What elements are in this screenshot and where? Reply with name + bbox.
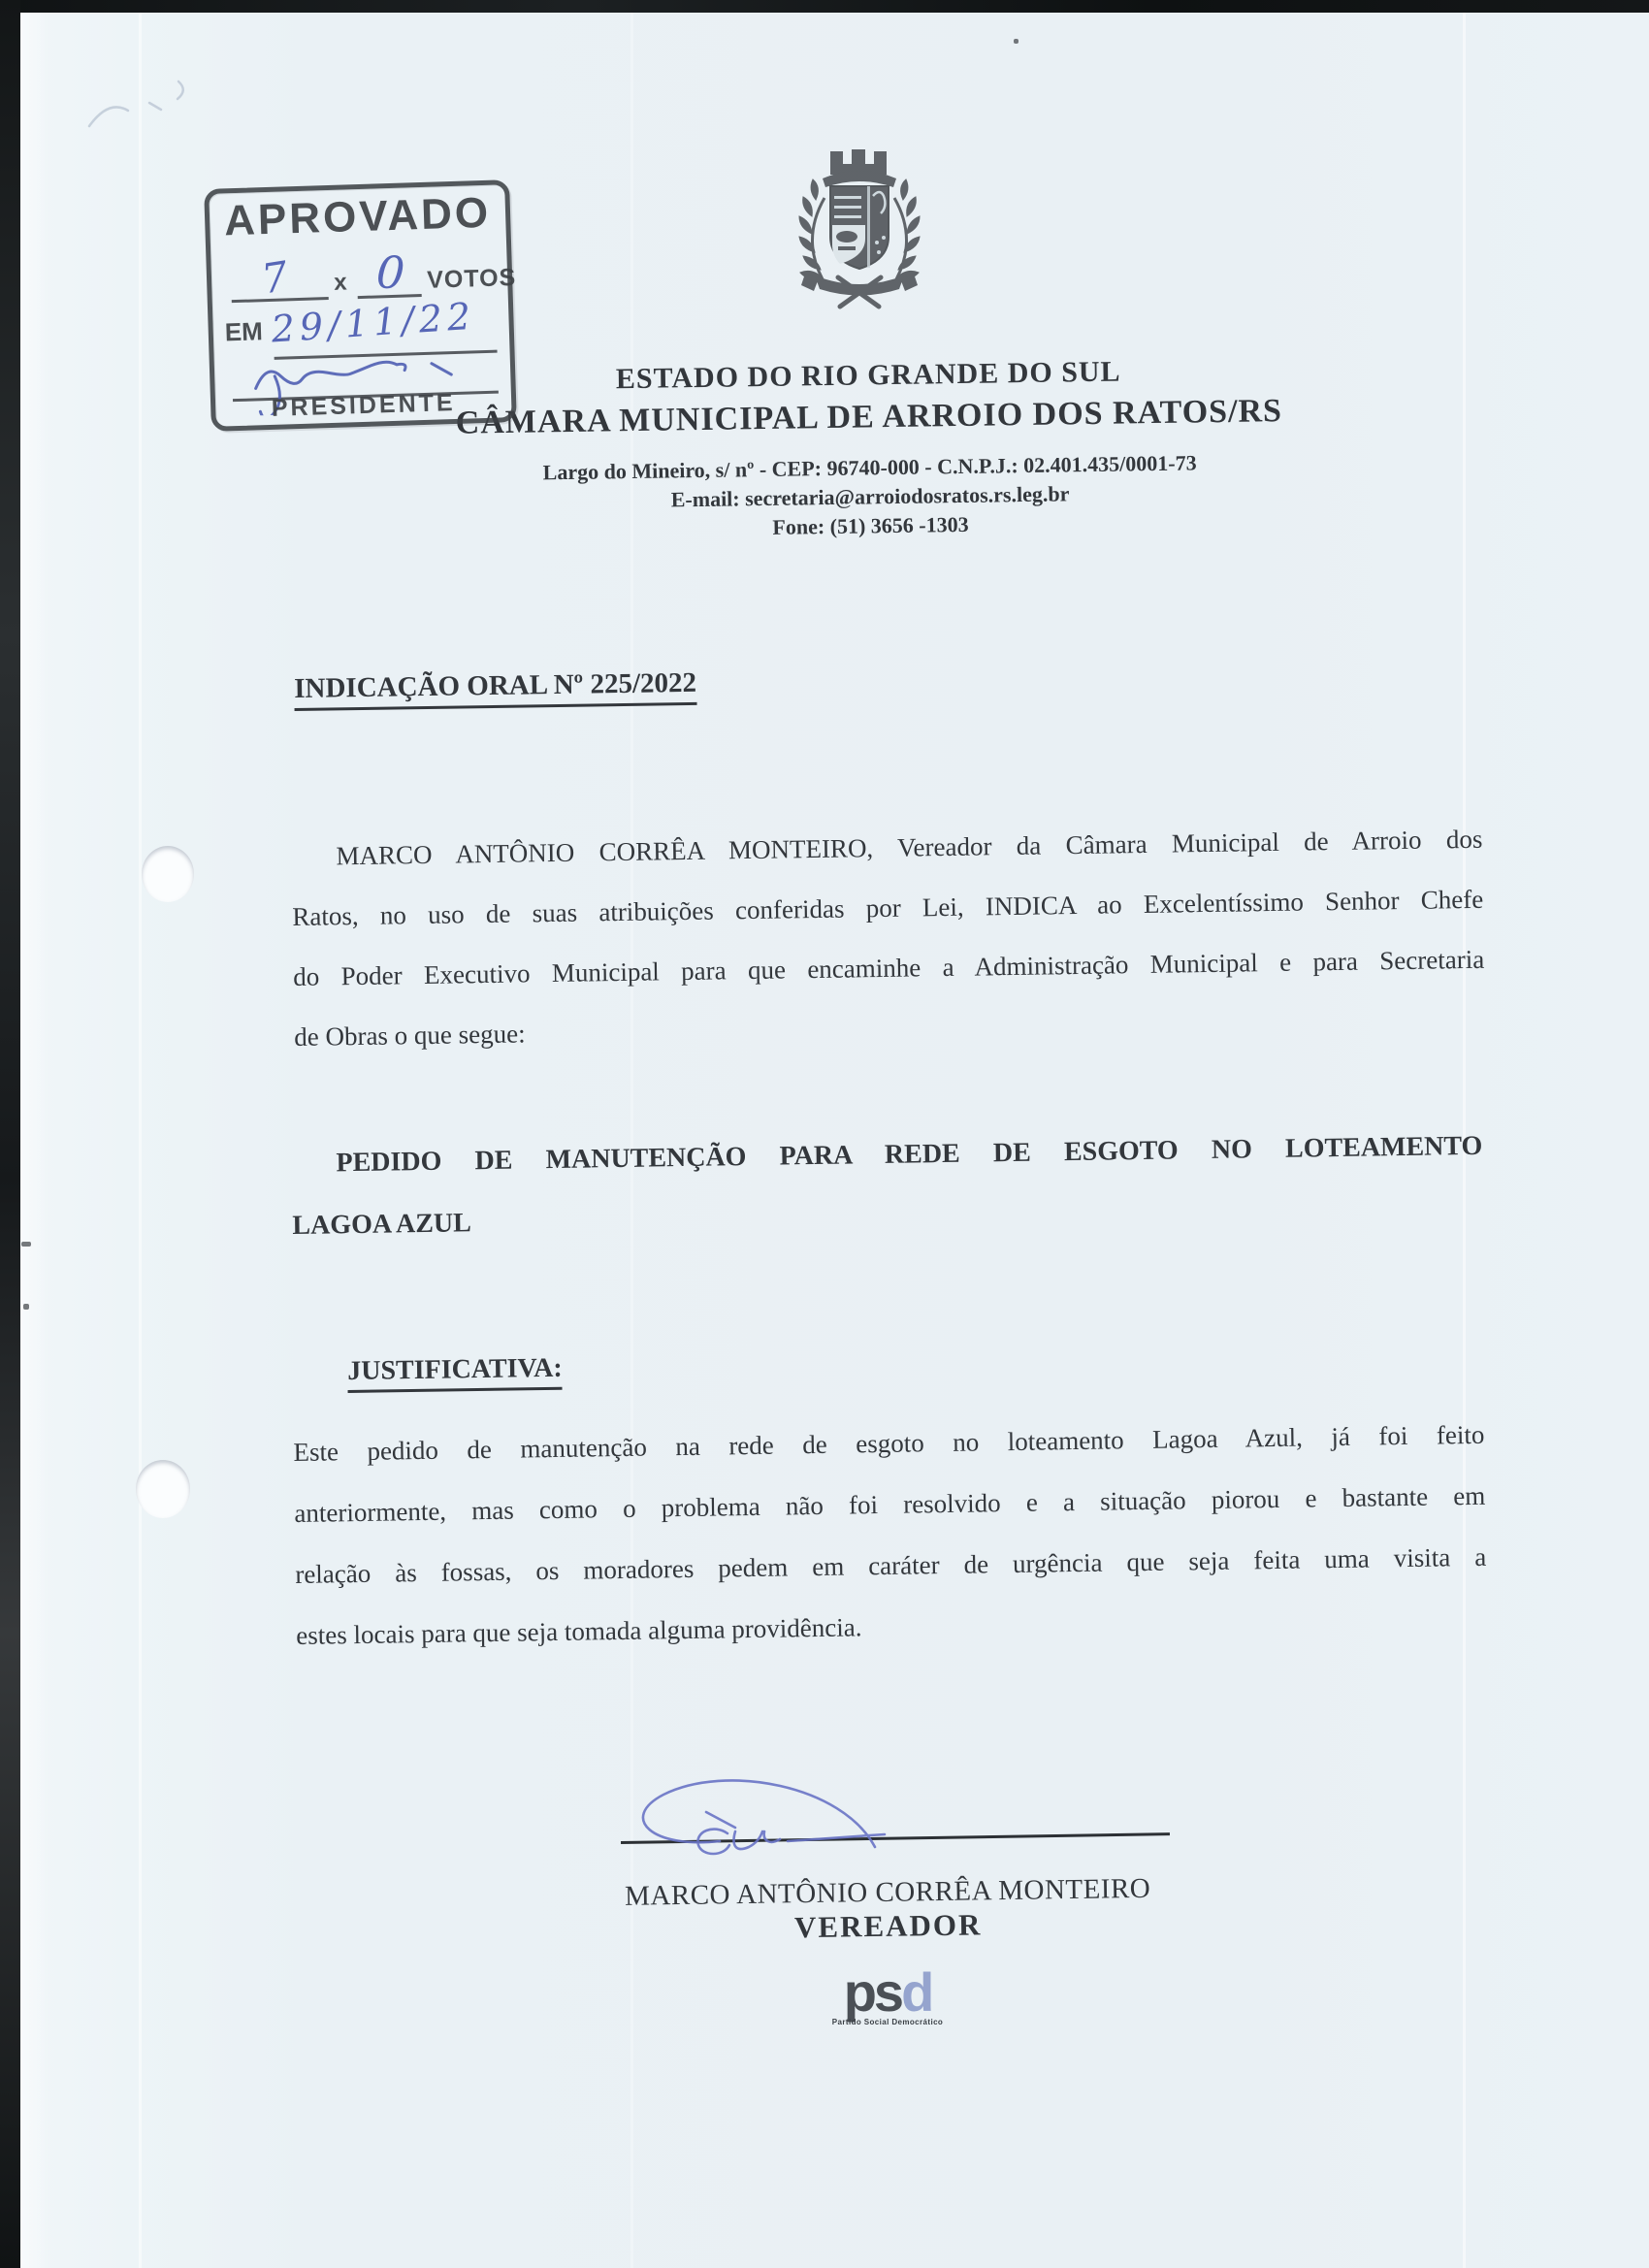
- councilman-signature-scribble: [582, 1758, 1183, 1866]
- paragraph-line: do Poder Executivo Municipal para que encaminhe a Administração Municipal e para Secretaria: [293, 944, 1485, 991]
- psd-logo-d: d: [901, 1961, 932, 2023]
- psd-logo-ps: ps: [843, 1961, 902, 2023]
- paragraph-line: anteriormente, mas como o problema não foi resolvido e a situação piorou e bastante em: [294, 1480, 1486, 1528]
- hole-punch: [142, 846, 194, 902]
- scan-artifact: [139, 0, 142, 2268]
- stamp-em-label: EM: [224, 316, 264, 347]
- handwritten-votes-right: 0: [374, 245, 406, 300]
- scan-speck: [23, 1304, 29, 1310]
- scan-speck: [1014, 39, 1018, 44]
- stamp-president-label: PRESIDENTE: [271, 388, 457, 422]
- letterhead-state-line: ESTADO DO RIO GRANDE DO SUL: [615, 355, 1121, 396]
- letterhead-chamber-line: CÂMARA MUNICIPAL DE ARROIO DOS RATOS/RS: [455, 393, 1283, 441]
- justification-heading: [347, 1353, 563, 1393]
- paragraph-line: estes locais para que seja tomada alguma providência.: [296, 1612, 862, 1650]
- justification-heading-text: JUSTIFICATIVA:: [347, 1353, 563, 1393]
- body-paragraph-1: [291, 809, 1486, 1067]
- scan-artifact: [20, 13, 49, 2268]
- paragraph-line: LAGOA AZUL: [292, 1208, 472, 1241]
- approved-stamp: [204, 179, 517, 432]
- justification-paragraph: [293, 1405, 1488, 1667]
- scanner-edge-left: [0, 0, 20, 2268]
- stamp-votes-label: VOTOS: [426, 263, 517, 294]
- paragraph-line: de Obras o que segue:: [293, 1019, 526, 1052]
- psd-logo-subtext: Partido Social Democrático: [831, 2018, 944, 2026]
- request-paragraph: [291, 1116, 1484, 1257]
- scanner-edge-top: [0, 0, 1649, 13]
- party-logo: [548, 1961, 1227, 2026]
- paragraph-line: Este pedido de manutenção na rede de esgoto no loteamento Lagoa Azul, já foi feito: [293, 1419, 1485, 1467]
- scan-speck: [21, 1242, 31, 1247]
- paragraph-line: PEDIDO DE MANUTENÇÃO PARA REDE DE ESGOTO NO LOTEAMENTO: [336, 1130, 1483, 1179]
- document-title: [294, 667, 696, 711]
- letterhead-phone-line: Fone: (51) 3656 -1303: [772, 511, 969, 539]
- signer-role: VEREADOR: [793, 1907, 983, 1945]
- stamp-votes-x: x: [333, 269, 348, 296]
- paragraph-line: Ratos, no uso de suas atribuições conferidas por Lei, INDICA ao Excelentíssimo Senhor Chefe: [292, 884, 1484, 931]
- signer-name: MARCO ANTÔNIO CORRÊA MONTEIRO: [624, 1872, 1151, 1912]
- pencil-scribble: [78, 56, 242, 148]
- letterhead-email-line: E-mail: secretaria@arroiodosratos.rs.leg.br: [670, 481, 1070, 512]
- document-title-text: INDICAÇÃO ORAL Nº 225/2022: [294, 667, 696, 711]
- handwritten-votes-left: 7: [258, 251, 292, 304]
- letterhead-address-line: Largo do Mineiro, s/ nº - CEP: 96740-000 - C.N.P.J.: 02.401.435/0001-73: [542, 450, 1197, 485]
- signature-block: [548, 1872, 1228, 1949]
- paragraph-line: MARCO ANTÔNIO CORRÊA MONTEIRO, Vereador da Câmara Municipal de Arroio dos: [336, 824, 1483, 871]
- municipal-coat-of-arms: [782, 132, 937, 314]
- paragraph-line: relação às fossas, os moradores pedem em caráter de urgência que seja feita uma visita a: [295, 1541, 1487, 1589]
- handwritten-date: 29/11/22: [270, 294, 477, 351]
- hole-punch: [136, 1460, 190, 1518]
- stamp-approved-label: APROVADO: [223, 188, 492, 245]
